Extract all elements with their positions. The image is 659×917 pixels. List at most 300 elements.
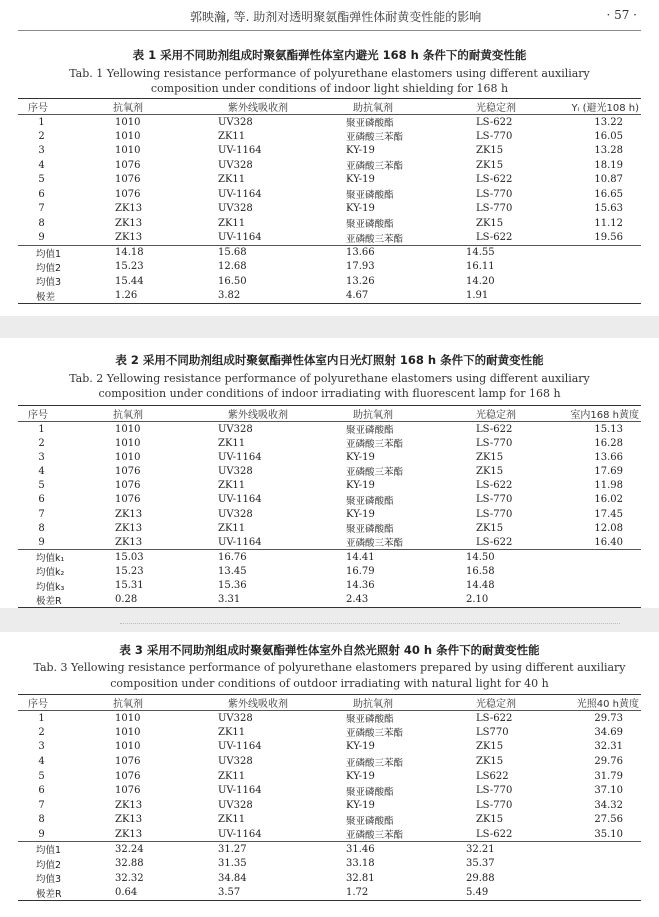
- empty-cell: [554, 245, 641, 260]
- table3-cell: LS622: [476, 770, 509, 782]
- table3-cell: KY-19: [346, 770, 375, 782]
- table1-summary-cell: 4.67: [346, 290, 369, 301]
- table2-cell: 17.45: [594, 508, 623, 520]
- table-row: [18, 725, 641, 740]
- table2-cell: LS-770: [476, 508, 513, 520]
- table-row: [18, 827, 641, 842]
- table3-cell: 34.69: [594, 726, 623, 738]
- summary-row: [18, 564, 641, 578]
- table3-section: [0, 632, 659, 917]
- table2-cell: 聚亚磷酸酯: [346, 495, 394, 507]
- table1-cell: 亚磷酸三苯酯: [346, 161, 404, 173]
- table-row: [18, 754, 641, 769]
- table1-summary-cell: 极差: [36, 291, 56, 303]
- table-row: [18, 202, 641, 217]
- table1-cell: ZK11: [218, 174, 246, 186]
- table2-cell: KY-19: [346, 480, 375, 492]
- table3-cell: LS-622: [476, 712, 513, 724]
- table3-cell: KY-19: [346, 799, 375, 811]
- table1-cell: 15.63: [594, 203, 623, 215]
- table2-cell: 9: [38, 536, 45, 548]
- table1-cell: UV-1164: [218, 145, 262, 157]
- table3-cell: 1010: [115, 726, 141, 738]
- table1-cell: UV328: [218, 159, 253, 171]
- table1-cell: ZK15: [476, 145, 504, 157]
- table3-cell: 1: [38, 712, 45, 724]
- section-gap: [0, 316, 659, 338]
- table2-title-cn: 表 2 采用不同助剂组成时聚氨酯弹性体室内日光灯照射 168 h 条件下的耐黄变性能: [115, 353, 544, 367]
- table1-summary-cell: 16.50: [218, 275, 247, 287]
- table3-cell: 29.76: [594, 756, 623, 768]
- table1-cell: UV328: [218, 116, 253, 128]
- table3-summary-cell: 29.88: [466, 872, 495, 884]
- table1-summary-cell: 13.26: [346, 275, 375, 287]
- table3-header-cell: 助抗氧剂: [353, 699, 393, 710]
- table3-cell: 9: [38, 828, 45, 840]
- table1-cell: ZK13: [115, 232, 143, 243]
- table2-summary-cell: 15.23: [115, 565, 144, 577]
- table1-cell: 3: [38, 145, 45, 157]
- table2-cell: 1010: [115, 451, 141, 463]
- table2-cell: KY-19: [346, 508, 375, 520]
- table3-cell: 亚磷酸三苯酯: [346, 757, 404, 769]
- table3-cell: ZK13: [115, 799, 143, 811]
- table3-summary-cell: 均值3: [36, 874, 62, 886]
- table3-summary-cell: 32.24: [93, 842, 188, 857]
- summary-row: [18, 245, 641, 260]
- page-header: [0, 0, 659, 30]
- table-row: [18, 493, 641, 507]
- table2-cell: UV328: [218, 423, 253, 435]
- table2-summary-cell: 均值k₃: [36, 581, 65, 593]
- table1-cell: ZK11: [218, 217, 246, 229]
- table3-summary-cell: 32.21: [436, 842, 554, 857]
- table2-cell: 1076: [115, 480, 141, 492]
- table1-cell: KY-19: [346, 203, 375, 215]
- table2-summary-cell: 极差R: [36, 595, 62, 607]
- table1-cell: 7: [38, 203, 45, 215]
- table1-header-cell: Yᵢ (避光108 h): [571, 103, 639, 114]
- table2-header-cell: 紫外线吸收剂: [228, 410, 288, 421]
- table1-cell: 9: [38, 232, 45, 243]
- summary-row: [18, 289, 641, 304]
- table1-cell: 13.22: [594, 116, 623, 128]
- table3-cell: 27.56: [594, 814, 623, 826]
- table3-cell: LS-770: [476, 785, 513, 797]
- table-row: [18, 464, 641, 478]
- table-row: [18, 158, 641, 173]
- table2-cell: 15.13: [594, 423, 623, 435]
- empty-cell: [554, 274, 641, 289]
- table3-cell: KY-19: [346, 741, 375, 753]
- table2-summary-cell: 14.41: [316, 550, 436, 565]
- table1-summary-cell: 17.93: [346, 261, 375, 273]
- table2-summary-cell: 均值k₂: [36, 567, 65, 579]
- table3-summary-cell: 均值2: [36, 859, 62, 871]
- table1-summary-cell: 15.68: [188, 245, 316, 260]
- table2-cell: ZK11: [218, 480, 246, 492]
- table1-cell: 亚磷酸三苯酯: [346, 132, 404, 144]
- summary-row: [18, 856, 641, 871]
- table3-summary-cell: 32.81: [346, 872, 375, 884]
- table2-cell: 3: [38, 451, 45, 463]
- table1-header-cell: 抗氧剂: [113, 103, 143, 114]
- table3-cell: 35.10: [594, 828, 623, 840]
- table3-cell: UV-1164: [218, 828, 262, 840]
- table2-cell: ZK13: [115, 522, 143, 534]
- table2-cell: 亚磷酸三苯酯: [346, 538, 404, 550]
- table3-title-en-line1: Tab. 3 Yellowing resistance performance of polyurethane elastomers prepared by using different auxiliary: [33, 661, 626, 674]
- table3-summary-cell: 32.32: [115, 872, 144, 884]
- table3-summary-cell: 3.57: [218, 887, 241, 899]
- table-row: [18, 422, 641, 437]
- page-number: · 57 ·: [606, 8, 637, 22]
- empty-cell: [554, 593, 641, 608]
- table1-cell: LS-622: [476, 116, 513, 128]
- table1-header-cell: 序号: [28, 103, 48, 114]
- summary-row: [18, 579, 641, 593]
- table2-cell: 1: [38, 423, 45, 435]
- table3-cell: 3: [38, 741, 45, 753]
- table1-title-cn: 表 1 采用不同助剂组成时聚氨酯弹性体室内避光 168 h 条件下的耐黄变性能: [132, 48, 527, 62]
- table-row: [18, 173, 641, 188]
- table2-header-cell: 光稳定剂: [476, 410, 516, 421]
- table2-cell: UV-1164: [218, 494, 262, 506]
- table1-cell: 16.05: [594, 130, 623, 142]
- table1-cell: KY-19: [346, 174, 375, 186]
- table1-title-en-line1: Tab. 1 Yellowing resistance performance of polyurethane elastomers using different auxiliary: [69, 67, 590, 80]
- table3-summary-cell: 5.49: [466, 887, 489, 899]
- table2-cell: 5: [38, 480, 45, 492]
- table2-cell: KY-19: [346, 451, 375, 463]
- table2-cell: UV-1164: [218, 536, 262, 548]
- table3-cell: UV328: [218, 712, 253, 724]
- table1-cell: 16.65: [594, 188, 623, 200]
- table1-cell: KY-19: [346, 145, 375, 157]
- table3-cell: 37.10: [594, 785, 623, 797]
- table3-summary-cell: 均值1: [18, 842, 93, 857]
- table1-summary-cell: 16.11: [466, 261, 495, 273]
- table1-summary-cell: 14.55: [436, 245, 554, 260]
- table1-cell: ZK15: [476, 217, 504, 229]
- table2-summary-cell: 16.58: [466, 565, 495, 577]
- table1-cell: UV328: [218, 203, 253, 215]
- table2-summary-cell: 15.36: [218, 580, 247, 592]
- table2-title-en-line2: composition under conditions of indoor irradiating with fluorescent lamp for 168 h: [98, 387, 561, 400]
- table3-cell: 1076: [115, 770, 141, 782]
- table-row: [18, 783, 641, 798]
- table1-cell: 13.28: [594, 145, 623, 157]
- table1-title-en-line2: composition under conditions of indoor light shielding for 168 h: [150, 82, 509, 95]
- table2-cell: LS-622: [476, 536, 513, 548]
- table1-cell: ZK13: [115, 203, 143, 215]
- table2-summary-cell: 13.45: [218, 565, 247, 577]
- summary-row: [18, 886, 641, 901]
- empty-cell: [554, 550, 641, 565]
- table3-cell: UV-1164: [218, 741, 262, 753]
- table3-title-cn: 表 3 采用不同助剂组成时聚氨酯弹性体室外自然光照射 40 h 条件下的耐黄变性能: [119, 643, 540, 657]
- table-row: [18, 231, 641, 246]
- table-row: [18, 740, 641, 755]
- table1-cell: LS-770: [476, 130, 513, 142]
- empty-cell: [554, 856, 641, 871]
- table2-cell: ZK13: [115, 508, 143, 520]
- table3-cell: 1010: [115, 741, 141, 753]
- table2-cell: ZK11: [218, 437, 246, 449]
- table1-cell: 1: [38, 116, 45, 128]
- table2-cell: 亚磷酸三苯酯: [346, 467, 404, 479]
- table3-cell: LS-622: [476, 828, 513, 840]
- table1-cell: LS-622: [476, 174, 513, 186]
- table3-summary-cell: 35.37: [466, 858, 495, 870]
- table3-cell: 32.31: [594, 741, 623, 753]
- table2-summary-cell: 14.48: [466, 580, 495, 592]
- table1-cell: LS-770: [476, 203, 513, 215]
- table-row: [18, 187, 641, 202]
- table3-cell: 4: [38, 756, 45, 768]
- table1-cell: ZK13: [115, 217, 143, 229]
- table2-cell: UV328: [218, 508, 253, 520]
- table2-summary-cell: 2.10: [466, 594, 489, 606]
- table2-header-row: [18, 406, 641, 422]
- table-row: [18, 450, 641, 464]
- table2-summary-cell: 16.79: [346, 565, 375, 577]
- table-row: [18, 813, 641, 828]
- table3-cell: ZK11: [218, 814, 246, 826]
- table-row: [18, 711, 641, 726]
- table3-cell: 1076: [115, 785, 141, 797]
- table1-header-cell: 助抗氧剂: [353, 103, 393, 114]
- table1-cell: 1076: [115, 174, 141, 186]
- table3-cell: ZK11: [218, 770, 246, 782]
- table1-summary-cell: 均值2: [36, 262, 62, 274]
- table3-cell: 亚磷酸三苯酯: [346, 830, 404, 842]
- table3-cell: 5: [38, 770, 45, 782]
- table3-cell: 亚磷酸三苯酯: [346, 728, 404, 740]
- table2-cell: LS-622: [476, 423, 513, 435]
- table2-section: [0, 338, 659, 608]
- table-row: [18, 115, 641, 130]
- table-row: [18, 507, 641, 521]
- table1-header-cell: 光稳定剂: [476, 103, 516, 114]
- empty-cell: [554, 842, 641, 857]
- table3-summary-cell: 极差R: [36, 888, 62, 900]
- table1-summary-cell: 均值3: [36, 277, 62, 289]
- table1-cell: 11.12: [594, 217, 623, 229]
- faint-rule: [120, 623, 620, 625]
- table2-cell: 6: [38, 494, 45, 506]
- table2-cell: 1010: [115, 437, 141, 449]
- table3-header-cell: 紫外线吸收剂: [228, 699, 288, 710]
- table1-summary-cell: 15.44: [115, 275, 144, 287]
- table1-cell: 4: [38, 159, 45, 171]
- table1-cell: LS-770: [476, 188, 513, 200]
- table1-cell: 1010: [115, 130, 141, 142]
- table1-cell: 5: [38, 174, 45, 186]
- table3-cell: 6: [38, 785, 45, 797]
- table1-header-cell: 紫外线吸收剂: [228, 103, 288, 114]
- table2-cell: 聚亚磷酸酯: [346, 425, 394, 436]
- table3-cell: ZK15: [476, 741, 504, 753]
- table2-cell: 7: [38, 508, 45, 520]
- table1-cell: 2: [38, 130, 45, 142]
- table3-cell: UV328: [218, 756, 253, 768]
- table3-cell: ZK15: [476, 814, 504, 826]
- table-row: [18, 216, 641, 231]
- table3-cell: 1076: [115, 756, 141, 768]
- empty-cell: [554, 564, 641, 578]
- table2-cell: ZK15: [476, 522, 504, 534]
- table3-cell: 8: [38, 814, 45, 826]
- table1-cell: 1010: [115, 145, 141, 157]
- table3-cell: ZK15: [476, 756, 504, 768]
- summary-row: [18, 260, 641, 275]
- table2: [18, 405, 641, 608]
- table2-cell: UV328: [218, 465, 253, 477]
- table1-cell: UV-1164: [218, 232, 262, 243]
- table1-cell: 1076: [115, 188, 141, 200]
- table3-cell: ZK13: [115, 828, 143, 840]
- table1-cell: 聚亚磷酸酯: [346, 219, 394, 231]
- empty-cell: [554, 289, 641, 304]
- table-row: [18, 479, 641, 493]
- table2-cell: 聚亚磷酸酯: [346, 524, 394, 536]
- table2-header-cell: 室内168 h黄度: [570, 410, 639, 421]
- table3-cell: ZK11: [218, 726, 246, 738]
- table2-cell: 1076: [115, 494, 141, 506]
- table3-cell: 7: [38, 799, 45, 811]
- table-row: [18, 144, 641, 159]
- table-row: [18, 535, 641, 550]
- table2-cell: 1010: [115, 423, 141, 435]
- table1-summary-cell: 14.20: [466, 275, 495, 287]
- summary-row: [18, 871, 641, 886]
- table1-cell: ZK11: [218, 130, 246, 142]
- table3-cell: 29.73: [594, 712, 623, 724]
- table1-summary-cell: 均值1: [18, 245, 93, 260]
- table1-summary-cell: 12.68: [218, 261, 247, 273]
- table2-summary-cell: 3.31: [218, 594, 241, 606]
- table1-summary-cell: 3.82: [218, 290, 241, 301]
- table1-cell: 6: [38, 188, 45, 200]
- table3-cell: LS770: [476, 726, 509, 738]
- table3-header-cell: 抗氧剂: [113, 699, 143, 710]
- table3-cell: 聚亚磷酸酯: [346, 786, 394, 798]
- table2-cell: 12.08: [594, 522, 623, 534]
- empty-cell: [554, 260, 641, 275]
- table1-summary-cell: 15.23: [115, 261, 144, 273]
- table3-header-row: [18, 695, 641, 711]
- table2-cell: 16.40: [594, 536, 623, 548]
- table2-cell: 4: [38, 465, 45, 477]
- table3-header-cell: 光稳定剂: [476, 699, 516, 710]
- table2-cell: 11.98: [594, 480, 623, 492]
- table3-header-cell: 序号: [28, 699, 48, 710]
- table2-summary-cell: 15.31: [115, 580, 144, 592]
- empty-cell: [554, 886, 641, 901]
- table3-cell: 聚亚磷酸酯: [346, 714, 394, 726]
- table3-summary-cell: 31.35: [218, 858, 247, 870]
- table1-summary-cell: 1.26: [115, 290, 138, 301]
- table1-cell: UV-1164: [218, 188, 262, 200]
- table3-title-en-line2: composition under conditions of outdoor irradiating with natural light for 40 h: [110, 677, 549, 690]
- table1-cell: 10.87: [594, 174, 623, 186]
- table2-cell: 13.66: [594, 451, 623, 463]
- summary-row: [18, 842, 641, 857]
- table3-cell: UV-1164: [218, 785, 262, 797]
- table2-cell: ZK13: [115, 536, 143, 548]
- table2-cell: 16.28: [594, 437, 623, 449]
- table-row: [18, 436, 641, 450]
- table-row: [18, 129, 641, 144]
- table2-cell: ZK15: [476, 451, 504, 463]
- table3-cell: UV328: [218, 799, 253, 811]
- table1-cell: LS-622: [476, 232, 513, 243]
- table1-cell: ZK15: [476, 159, 504, 171]
- table3-cell: LS-770: [476, 799, 513, 811]
- table2-cell: 8: [38, 522, 45, 534]
- table1-section: [0, 31, 659, 316]
- table2-summary-cell: 14.50: [436, 550, 554, 565]
- table3-cell: 1010: [115, 712, 141, 724]
- table-row: [18, 769, 641, 784]
- table3-header-cell: 光照40 h黄度: [576, 699, 639, 710]
- summary-row: [18, 550, 641, 565]
- table2-cell: LS-622: [476, 480, 513, 492]
- table3-summary-cell: 34.84: [218, 872, 247, 884]
- table2-title-en-line1: Tab. 2 Yellowing resistance performance of polyurethane elastomers using different auxiliary: [69, 372, 590, 385]
- empty-cell: [554, 579, 641, 593]
- table2-cell: ZK15: [476, 465, 504, 477]
- table2-cell: 亚磷酸三苯酯: [346, 439, 404, 451]
- table-row: [18, 798, 641, 813]
- table2-header-cell: 抗氧剂: [113, 410, 143, 421]
- table3-cell: ZK13: [115, 814, 143, 826]
- table3-summary-cell: 0.64: [115, 887, 138, 899]
- table2-summary-cell: 16.76: [188, 550, 316, 565]
- table3-cell: 34.32: [594, 799, 623, 811]
- summary-row: [18, 593, 641, 608]
- table2-cell: 2: [38, 437, 45, 449]
- table1-cell: 18.19: [594, 159, 623, 171]
- table2-summary-cell: 均值k₁: [18, 550, 93, 565]
- table2-summary-cell: 0.28: [115, 594, 138, 606]
- table1: [18, 98, 641, 304]
- running-title: 郭映瀚, 等. 助剂对透明聚氨酯弹性体耐黄变性能的影响: [190, 10, 482, 24]
- table1-cell: 亚磷酸三苯酯: [346, 233, 404, 245]
- table1-cell: 1076: [115, 159, 141, 171]
- table3-summary-cell: 31.46: [316, 842, 436, 857]
- table2-cell: UV-1164: [218, 451, 262, 463]
- table3: [18, 694, 641, 901]
- table3-summary-cell: 32.88: [115, 858, 144, 870]
- table2-cell: LS-770: [476, 437, 513, 449]
- table1-header-row: [18, 99, 641, 115]
- section-gap: [0, 608, 659, 632]
- table1-cell: 19.56: [594, 232, 623, 243]
- table3-summary-cell: 33.18: [346, 858, 375, 870]
- table2-summary-cell: 2.43: [346, 594, 369, 606]
- table2-header-cell: 序号: [28, 410, 48, 421]
- table1-summary-cell: 1.91: [466, 290, 489, 301]
- table2-header-cell: 助抗氧剂: [353, 410, 393, 421]
- table3-summary-cell: 31.27: [188, 842, 316, 857]
- table2-cell: 16.02: [594, 494, 623, 506]
- table2-summary-cell: 14.36: [346, 580, 375, 592]
- table1-cell: 聚亚磷酸酯: [346, 190, 394, 202]
- table2-cell: ZK11: [218, 522, 246, 534]
- empty-cell: [554, 871, 641, 886]
